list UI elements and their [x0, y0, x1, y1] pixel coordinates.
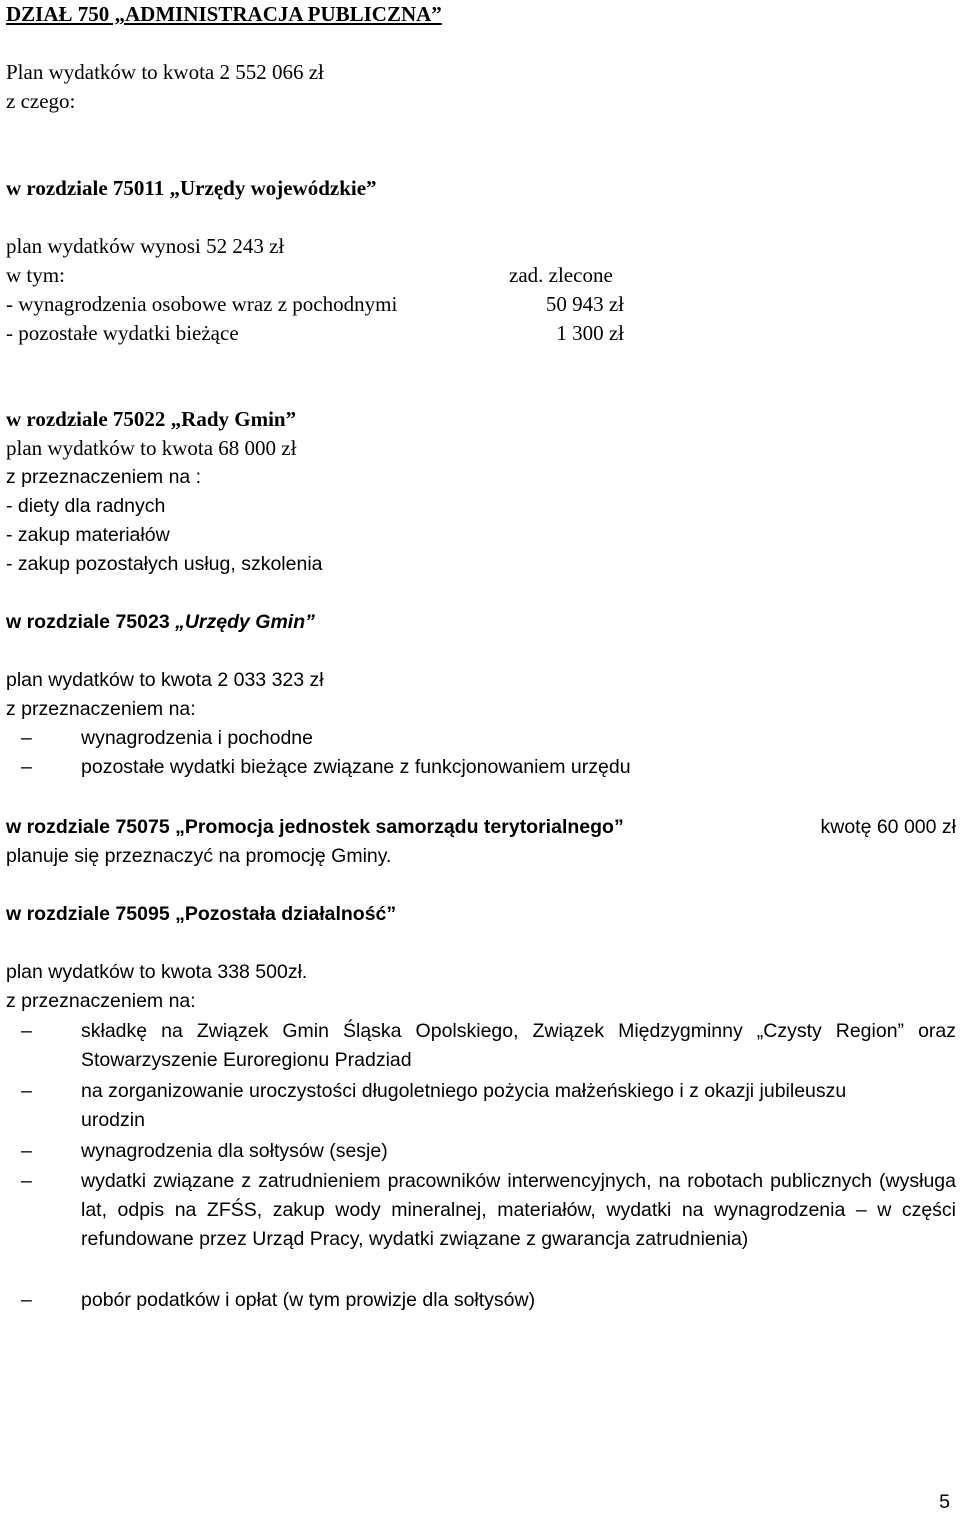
dash-bullet: – — [21, 1289, 32, 1311]
chapter-75095-item — [6, 1137, 956, 1166]
chapter-75023-title — [6, 608, 315, 637]
chapter-75011-w-tym: w tym: — [6, 263, 65, 287]
chapter-75023-title-prefix: w rozdziale 75023 — [6, 611, 176, 633]
chapter-75023-plan: plan wydatków to kwota 2 033 323 zł — [6, 669, 324, 691]
chapter-75095-item-text: składkę na Związek Gmin Śląska Opolskiego, Związek Międzygminny „Czysty Region” oraz Stowarzyszenie Euroregionu Pradziad — [81, 1020, 956, 1071]
chapter-75022-purpose: z przeznaczeniem na : — [6, 466, 202, 488]
plan-total: Plan wydatków to kwota 2 552 066 zł — [6, 60, 324, 84]
chapter-75023-purpose: z przeznaczeniem na: — [6, 698, 196, 720]
chapter-75023-item — [6, 753, 956, 782]
chapter-75075-title: w rozdziale 75075 „Promocja jednostek samorządu terytorialnego” — [6, 816, 624, 838]
dash-bullet: – — [21, 1170, 32, 1192]
chapter-75022-title: w rozdziale 75022 „Rady Gmin” — [6, 407, 297, 431]
section-heading: DZIAŁ 750 „ADMINISTRACJA PUBLICZNA” — [6, 2, 442, 26]
page-number: 5 — [939, 1491, 950, 1513]
chapter-75011-title: w rozdziale 75011 „Urzędy wojewódzkie” — [6, 176, 377, 200]
chapter-75011-column-header: zad. zlecone — [509, 263, 613, 287]
dash-bullet: – — [21, 756, 32, 778]
chapter-75022-item: - zakup materiałów — [6, 524, 170, 546]
chapter-75022-plan: plan wydatków to kwota 68 000 zł — [6, 436, 297, 460]
chapter-75022-item: - zakup pozostałych usług, szkolenia — [6, 553, 323, 575]
chapter-75023-item-text: wynagrodzenia i pochodne — [81, 727, 314, 749]
chapter-75095-item-text: na zorganizowanie uroczystości długoletniego pożycia małżeńskiego i z okazji jubileuszu urodzin — [81, 1080, 847, 1131]
chapter-75011-row-value: 1 300 zł — [556, 321, 624, 345]
chapter-75011-plan: plan wydatków wynosi 52 243 zł — [6, 234, 285, 258]
chapter-75095-purpose: z przeznaczeniem na: — [6, 990, 196, 1012]
chapter-75023-item-text: pozostałe wydatki bieżące związane z funkcjonowaniem urzędu — [81, 756, 631, 778]
chapter-75095-item-text: pobór podatków i opłat (w tym prowizje dla sołtysów) — [81, 1289, 536, 1311]
chapter-75075-amount: kwotę 60 000 zł — [820, 816, 956, 838]
chapter-75095-item — [6, 1077, 956, 1135]
chapter-75023-item — [6, 724, 956, 753]
chapter-75095-item — [6, 1286, 956, 1315]
chapter-75095-title: w rozdziale 75095 „Pozostała działalność” — [6, 903, 397, 925]
chapter-75095-item — [6, 1167, 956, 1283]
of-which-label: z czego: — [6, 89, 76, 113]
dash-bullet: – — [21, 1020, 32, 1042]
chapter-75023-title-name: „Urzędy Gmin” — [175, 611, 315, 633]
chapter-75022-item: - diety dla radnych — [6, 495, 166, 517]
dash-bullet: – — [21, 1080, 32, 1102]
chapter-75095-plan: plan wydatków to kwota 338 500zł. — [6, 961, 308, 983]
chapter-75095-item — [6, 1017, 956, 1075]
chapter-75095-item-text: wydatki związane z zatrudnieniem pracowników interwencyjnych, na robotach publicznych (wysługa lat, odpis na ZFŚS, zakup wody mineralnej, materiałów, wydatki na wynagrodzenia – w części refundowane przez Urząd Pracy, wydatki związane z gwarancja zatrudnienia) — [81, 1170, 956, 1250]
chapter-75011-row-value: 50 943 zł — [545, 292, 624, 316]
chapter-75011-row-label: - pozostałe wydatki bieżące — [6, 321, 239, 345]
chapter-75011-row-label: - wynagrodzenia osobowe wraz z pochodnymi — [6, 292, 398, 316]
chapter-75075-text: planuje się przeznaczyć na promocję Gminy. — [6, 845, 392, 867]
dash-bullet: – — [21, 1140, 32, 1162]
chapter-75095-item-text: wynagrodzenia dla sołtysów (sesje) — [81, 1140, 388, 1162]
dash-bullet: – — [21, 727, 32, 749]
